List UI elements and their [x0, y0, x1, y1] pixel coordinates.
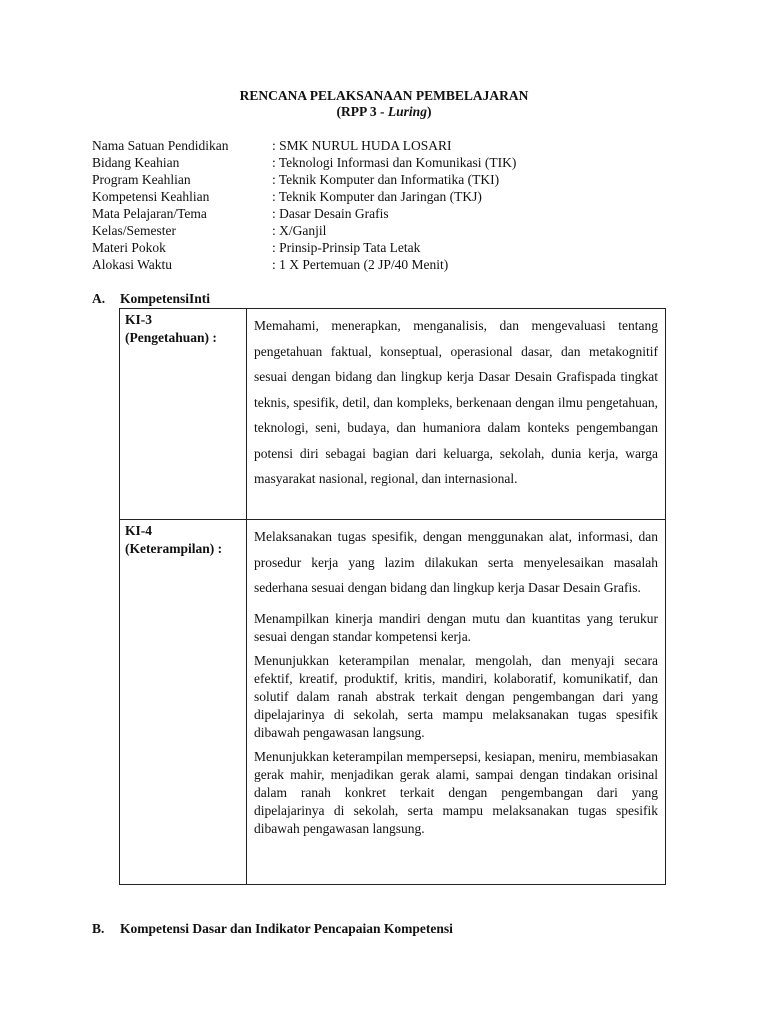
identity-value: : Teknologi Informasi dan Komunikasi (TIK) [272, 155, 517, 170]
identity-list [92, 137, 592, 273]
identity-value: : Teknik Komputer dan Jaringan (TKJ) [272, 189, 482, 204]
section-letter: A. [92, 291, 106, 306]
document-subtitle [0, 104, 768, 120]
identity-label: Program Keahlian [92, 172, 191, 187]
identity-value: : X/Ganjil [272, 223, 327, 238]
identity-value: : Dasar Desain Grafis [272, 206, 389, 221]
document-title: RENCANA PELAKSANAAN PEMBELAJARAN [239, 88, 529, 103]
section-title: KompetensiInti [120, 291, 211, 306]
section-letter: B. [92, 921, 105, 936]
identity-row [92, 256, 592, 273]
subtitle-suffix: ) [426, 104, 432, 119]
ki-paragraph: Melaksanakan tugas spesifik, dengan menggunakan alat, informasi, dan prosedur kerja yang lazim dilakukan serta menyelesaikan masalah sederhana sesuai dengan bidang dan lingkup kerja Dasar Desain Grafis. [254, 529, 658, 595]
section-title: Kompetensi Dasar dan Indikator Pencapaian Kompetensi [120, 921, 453, 936]
ki-description-cell [247, 520, 665, 884]
identity-label: Alokasi Waktu [92, 257, 173, 272]
identity-label: Mata Pelajaran/Tema [92, 206, 207, 221]
identity-row [92, 205, 592, 222]
identity-value: : 1 X Pertemuan (2 JP/40 Menit) [272, 257, 449, 272]
ki-paragraph: Menunjukkan keterampilan mempersepsi, kesiapan, meniru, membiasakan gerak mahir, menjadikan gerak alami, sampai dengan tindakan orisinal dalam ranah konkret terkait dengan pengembangan dari yang dipelajarinya di sekolah, serta mampu melaksanakan tugas spesifik dibawah pengawasan langsung. [254, 748, 658, 836]
identity-label: Kelas/Semester [92, 223, 176, 238]
ki-label-cell [120, 309, 247, 519]
identity-label: Materi Pokok [92, 240, 166, 255]
identity-label: Nama Satuan Pendidikan [92, 138, 229, 153]
identity-value: : Prinsip-Prinsip Tata Letak [272, 240, 421, 255]
ki-name: (Pengetahuan) : [125, 330, 217, 345]
identity-label: Kompetensi Keahlian [92, 189, 210, 204]
section-b-heading [92, 920, 453, 938]
ki-paragraph: Memahami, menerapkan, menganalisis, dan mengevaluasi tentang pengetahuan faktual, konseptual, operasional dasar, dan metakognitif sesuai dengan bidang dan lingkup kerja Dasar Desain Grafispada tingkat teknis, spesifik, detil, dan kompleks, berkenaan dengan ilmu pengetahuan, teknologi, seni, budaya, dan humaniora dalam konteks pengembangan potensi diri sebagai bagian dari keluarga, sekolah, dunia kerja, warga masyarakat nasional, regional, dan internasional. [254, 318, 658, 486]
table-row [120, 519, 665, 884]
identity-value: : Teknik Komputer dan Informatika (TKI) [272, 172, 500, 187]
ki-paragraph: Menunjukkan keterampilan menalar, mengolah, dan menyaji secara efektif, kreatif, produktif, kritis, mandiri, kolaboratif, komunikatif, dan solutif dalam ranah abstrak terkait dengan pengembangan dari yang dipelajarinya di sekolah, serta mampu melaksanakan tugas spesifik dibawah pengawasan langsung. [254, 652, 658, 740]
ki-label-cell [120, 520, 247, 884]
identity-row [92, 171, 592, 188]
ki-description-cell [247, 309, 665, 519]
ki-name: (Keterampilan) : [125, 541, 223, 556]
identity-row [92, 137, 592, 154]
identity-label: Bidang Keahian [92, 155, 180, 170]
subtitle-prefix: (RPP 3 - [336, 104, 388, 119]
ki-code: KI-4 [125, 523, 152, 538]
subtitle-italic: Luring [387, 104, 427, 119]
identity-row [92, 239, 592, 256]
section-a-heading [92, 290, 210, 308]
identity-row [92, 154, 592, 171]
identity-row [92, 188, 592, 205]
ki-code: KI-3 [125, 312, 152, 327]
identity-value: : SMK NURUL HUDA LOSARI [272, 138, 452, 153]
table-row [120, 309, 665, 519]
kompetensi-inti-table [119, 308, 666, 885]
ki-paragraph: Menampilkan kinerja mandiri dengan mutu dan kuantitas yang terukur sesuai dengan standar kompetensi kerja. [254, 610, 658, 644]
identity-row [92, 222, 592, 239]
